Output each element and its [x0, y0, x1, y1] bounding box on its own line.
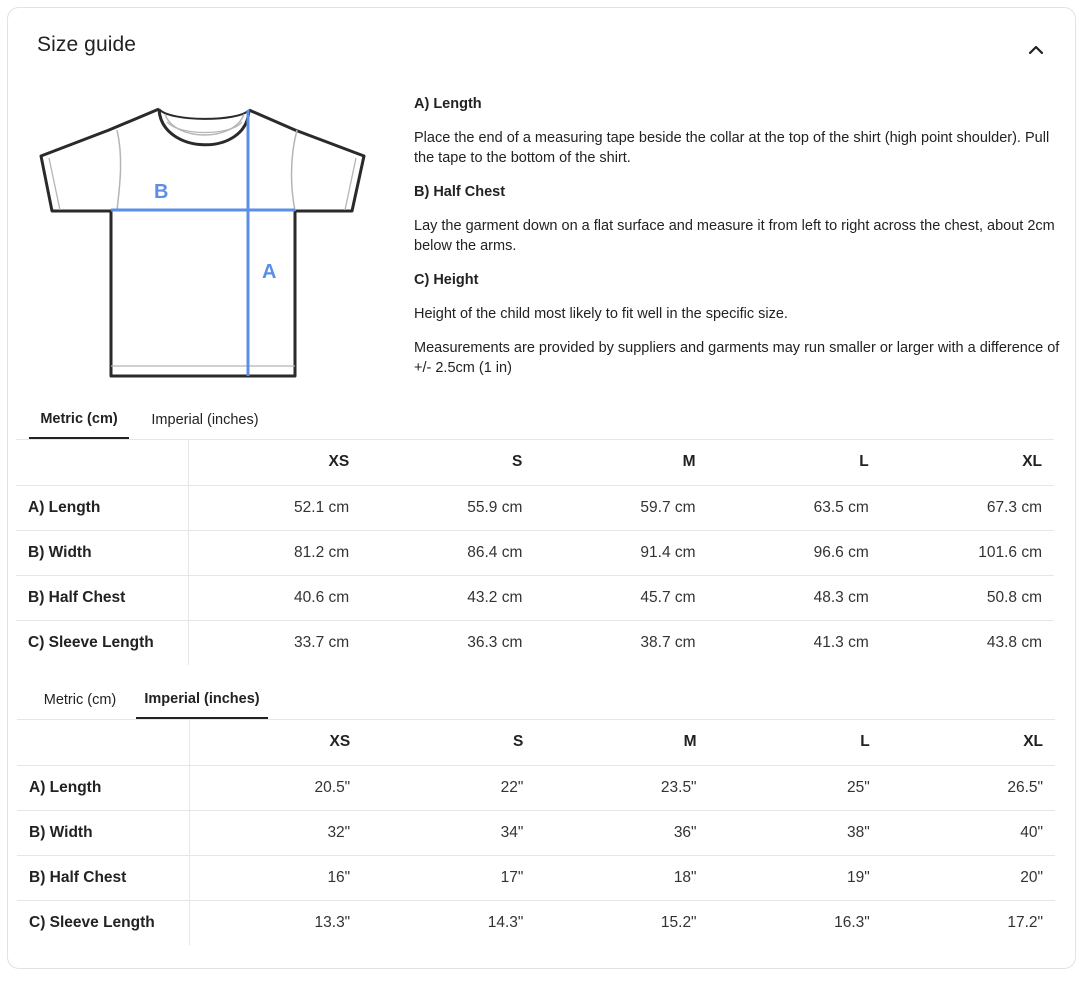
table-row	[17, 855, 1055, 900]
row-label: A) Length	[16, 485, 188, 530]
table-cell: 50.8 cm	[881, 575, 1054, 620]
table-cell: 13.3"	[314, 913, 351, 931]
table-cell: 18"	[535, 855, 708, 900]
length-heading: A) Length	[414, 96, 482, 112]
metric-size-table	[16, 440, 1054, 665]
table-cell: 33.7 cm	[294, 633, 350, 651]
tab-metric[interactable]: Metric (cm)	[43, 691, 117, 708]
imperial-size-table	[17, 720, 1055, 945]
table-cell: 32"	[189, 810, 362, 855]
table-cell: 45.7 cm	[534, 575, 707, 620]
tab-imperial[interactable]: Imperial (inches)	[136, 680, 268, 719]
height-text: Height of the child most likely to fit well in the specific size.	[414, 306, 788, 322]
table-cell: 16.3"	[834, 913, 870, 931]
tab-imperial[interactable]: Imperial (inches)	[151, 411, 259, 428]
table-cell: 14.3"	[487, 913, 524, 931]
table-cell: 26.5"	[882, 765, 1055, 810]
size-header-xs: XS	[188, 440, 361, 485]
table-cell: 101.6 cm	[881, 530, 1054, 575]
table-cell: 41.3 cm	[813, 633, 869, 651]
size-guide-title: Size guide	[37, 33, 137, 56]
size-header-xl: XL	[881, 440, 1054, 485]
table-cell: 91.4 cm	[534, 530, 707, 575]
table-row	[17, 765, 1055, 810]
diagram-label-b: B	[154, 181, 169, 203]
table-cell: 86.4 cm	[361, 530, 534, 575]
table-cell: 38"	[709, 810, 882, 855]
length-text: Place the end of a measuring tape beside the collar at the top of the shirt (high point shoulder). Pull the tape to the bottom of the shirt.	[414, 130, 1050, 166]
table-row	[16, 485, 1054, 530]
table-header-row	[16, 440, 1054, 485]
table-row	[17, 810, 1055, 855]
table-cell: 55.9 cm	[361, 485, 534, 530]
table-cell: 34"	[362, 810, 535, 855]
table-cell: 23.5"	[535, 765, 708, 810]
table-cell: 38.7 cm	[640, 633, 696, 651]
table-cell: 63.5 cm	[708, 485, 881, 530]
size-header-l: L	[708, 440, 881, 485]
size-header-s: S	[362, 720, 535, 765]
table-row	[16, 575, 1054, 620]
half-chest-text: Lay the garment down on a flat surface and measure it from left to right across the chest, about 2cm below the arms.	[414, 218, 1055, 254]
size-header-l: L	[709, 720, 882, 765]
table-cell: 48.3 cm	[708, 575, 881, 620]
tab-metric[interactable]: Metric (cm)	[29, 400, 129, 439]
size-header-xl: XL	[882, 720, 1055, 765]
table-cell: 36.3 cm	[467, 633, 523, 651]
unit-tabs	[16, 400, 1054, 440]
chevron-up-icon[interactable]	[1024, 40, 1048, 60]
table-cell: 52.1 cm	[188, 485, 361, 530]
measurement-note: Measurements are provided by suppliers and garments may run smaller or larger with a difference of +/- 2.5cm (1 in)	[414, 340, 1060, 376]
table-cell: 25"	[709, 765, 882, 810]
table-cell: 43.2 cm	[361, 575, 534, 620]
row-label: B) Half Chest	[16, 575, 188, 620]
header-empty-cell	[17, 720, 189, 765]
table-cell: 40"	[882, 810, 1055, 855]
table-row	[16, 530, 1054, 575]
diagram-label-a: A	[262, 261, 277, 283]
row-label: B) Width	[16, 530, 188, 575]
table-cell: 17.2"	[1007, 913, 1043, 931]
row-label: B) Width	[17, 810, 189, 855]
row-label: A) Length	[17, 765, 189, 810]
table-cell: 59.7 cm	[534, 485, 707, 530]
table-cell: 16"	[189, 855, 362, 900]
table-cell: 67.3 cm	[881, 485, 1054, 530]
tshirt-diagram	[39, 100, 375, 380]
table-cell: 81.2 cm	[188, 530, 361, 575]
size-header-s: S	[361, 440, 534, 485]
table-cell: 17"	[362, 855, 535, 900]
table-cell: 43.8 cm	[986, 633, 1042, 651]
measurement-description	[414, 94, 1064, 392]
metric-section	[16, 400, 1054, 665]
table-cell: 20.5"	[189, 765, 362, 810]
unit-tabs	[17, 680, 1055, 720]
table-cell: 15.2"	[660, 913, 697, 931]
table-header-row	[17, 720, 1055, 765]
header-empty-cell	[16, 440, 188, 485]
size-header-xs: XS	[189, 720, 362, 765]
table-row	[16, 620, 1054, 665]
row-label: C) Sleeve Length	[17, 900, 189, 945]
table-cell: 36"	[535, 810, 708, 855]
table-cell: 40.6 cm	[188, 575, 361, 620]
height-heading: C) Height	[414, 272, 479, 288]
row-label: B) Half Chest	[17, 855, 189, 900]
table-cell: 19"	[709, 855, 882, 900]
size-header-m: M	[534, 440, 707, 485]
size-header-m: M	[535, 720, 708, 765]
half-chest-heading: B) Half Chest	[414, 184, 506, 200]
row-label: C) Sleeve Length	[16, 620, 188, 665]
imperial-section	[17, 680, 1055, 945]
table-cell: 20"	[882, 855, 1055, 900]
table-cell: 96.6 cm	[708, 530, 881, 575]
table-row	[17, 900, 1055, 945]
table-cell: 22"	[362, 765, 535, 810]
